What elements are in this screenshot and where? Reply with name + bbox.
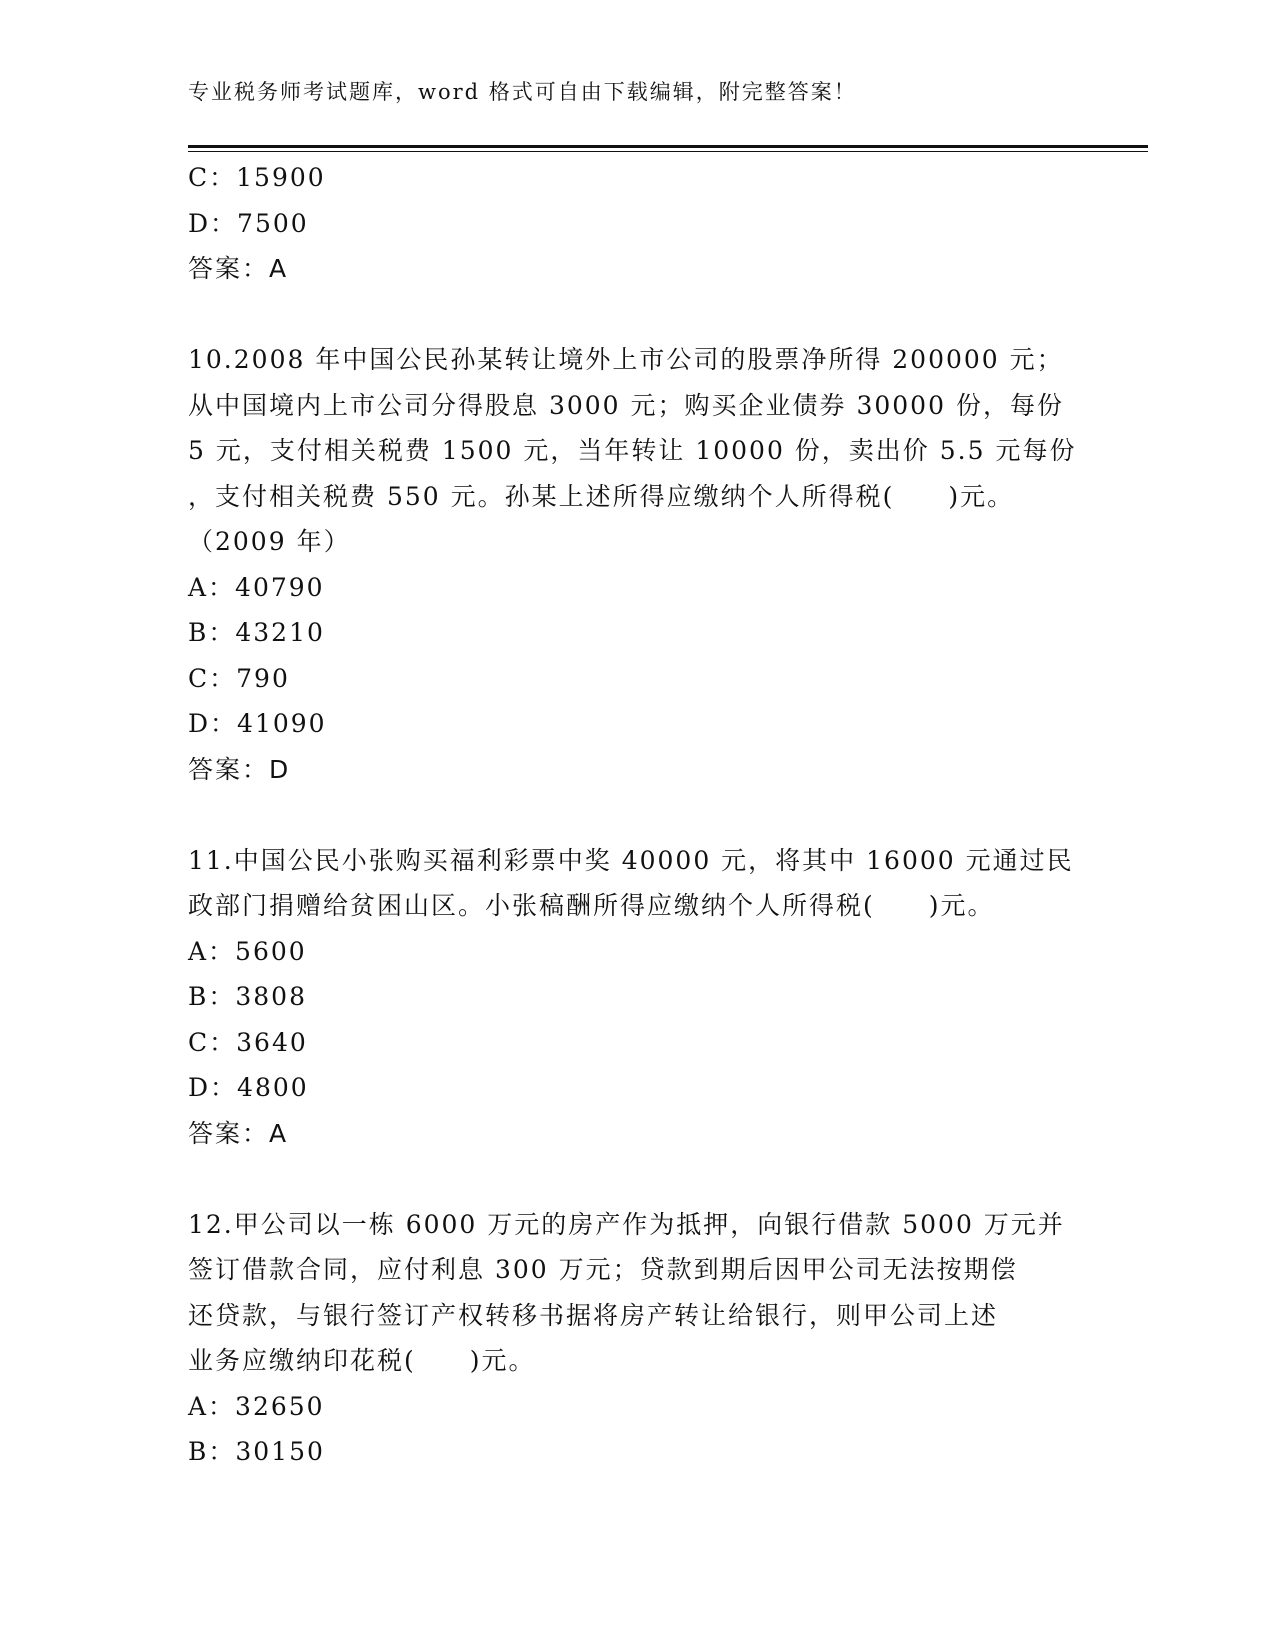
answer-line: 答案：D: [188, 754, 291, 784]
question-12-line: 12.甲公司以一栋 6000 万元的房产作为抵押，向银行借款 5000 万元并: [188, 1209, 1065, 1239]
question-12-line: 业务应缴纳印花税( )元。: [188, 1346, 536, 1375]
question-10-line: 5 元，支付相关税费 1500 元，当年转让 10000 份，卖出价 5.5 元每份: [188, 436, 1077, 465]
option-line: C：15900: [188, 163, 326, 192]
answer-line: 答案：A: [188, 1118, 289, 1148]
option-line: B：30150: [188, 1437, 325, 1466]
answer-line: 答案：A: [188, 254, 289, 283]
option-line: D：7500: [188, 208, 309, 238]
document-body: [188, 155, 1088, 1475]
spacer: [188, 292, 1088, 338]
header-rule-thin: [188, 151, 1148, 152]
option-line: C：3640: [188, 1027, 308, 1057]
page-header: 专业税务师考试题库，word 格式可自由下载编辑，附完整答案！: [188, 80, 857, 104]
question-12-line: 还贷款，与银行签订产权转移书据将房产转让给银行，则甲公司上述: [188, 1300, 999, 1330]
spacer: [188, 792, 1088, 838]
option-line: B：3808: [188, 982, 307, 1011]
option-line: A：32650: [188, 1391, 325, 1421]
option-line: C：790: [188, 663, 290, 693]
option-line: A：5600: [188, 936, 307, 966]
question-11-line: 政部门捐赠给贫困山区。小张稿酬所得应缴纳个人所得税( )元。: [188, 891, 995, 920]
header-rule-thick: [188, 145, 1148, 148]
option-line: D：41090: [188, 709, 327, 738]
question-12-line: 签订借款合同，应付利息 300 万元；贷款到期后因甲公司无法按期偿: [188, 1255, 1018, 1284]
option-line: A：40790: [188, 572, 325, 602]
option-line: D：4800: [188, 1073, 309, 1102]
option-line: B：43210: [188, 618, 325, 647]
question-10-line: ，支付相关税费 550 元。孙某上述所得应缴纳个人所得税( )元。: [188, 481, 1015, 511]
question-10-line: 从中国境内上市公司分得股息 3000 元；购买企业债券 30000 份，每份: [188, 390, 1064, 420]
question-10-line: 10.2008 年中国公民孙某转让境外上市公司的股票净所得 200000 元；: [188, 345, 1064, 374]
spacer: [188, 1156, 1088, 1202]
question-11-line: 11.中国公民小张购买福利彩票中奖 40000 元，将其中 16000 元通过民: [188, 845, 1074, 875]
question-10-line: （2009 年）: [188, 527, 351, 556]
